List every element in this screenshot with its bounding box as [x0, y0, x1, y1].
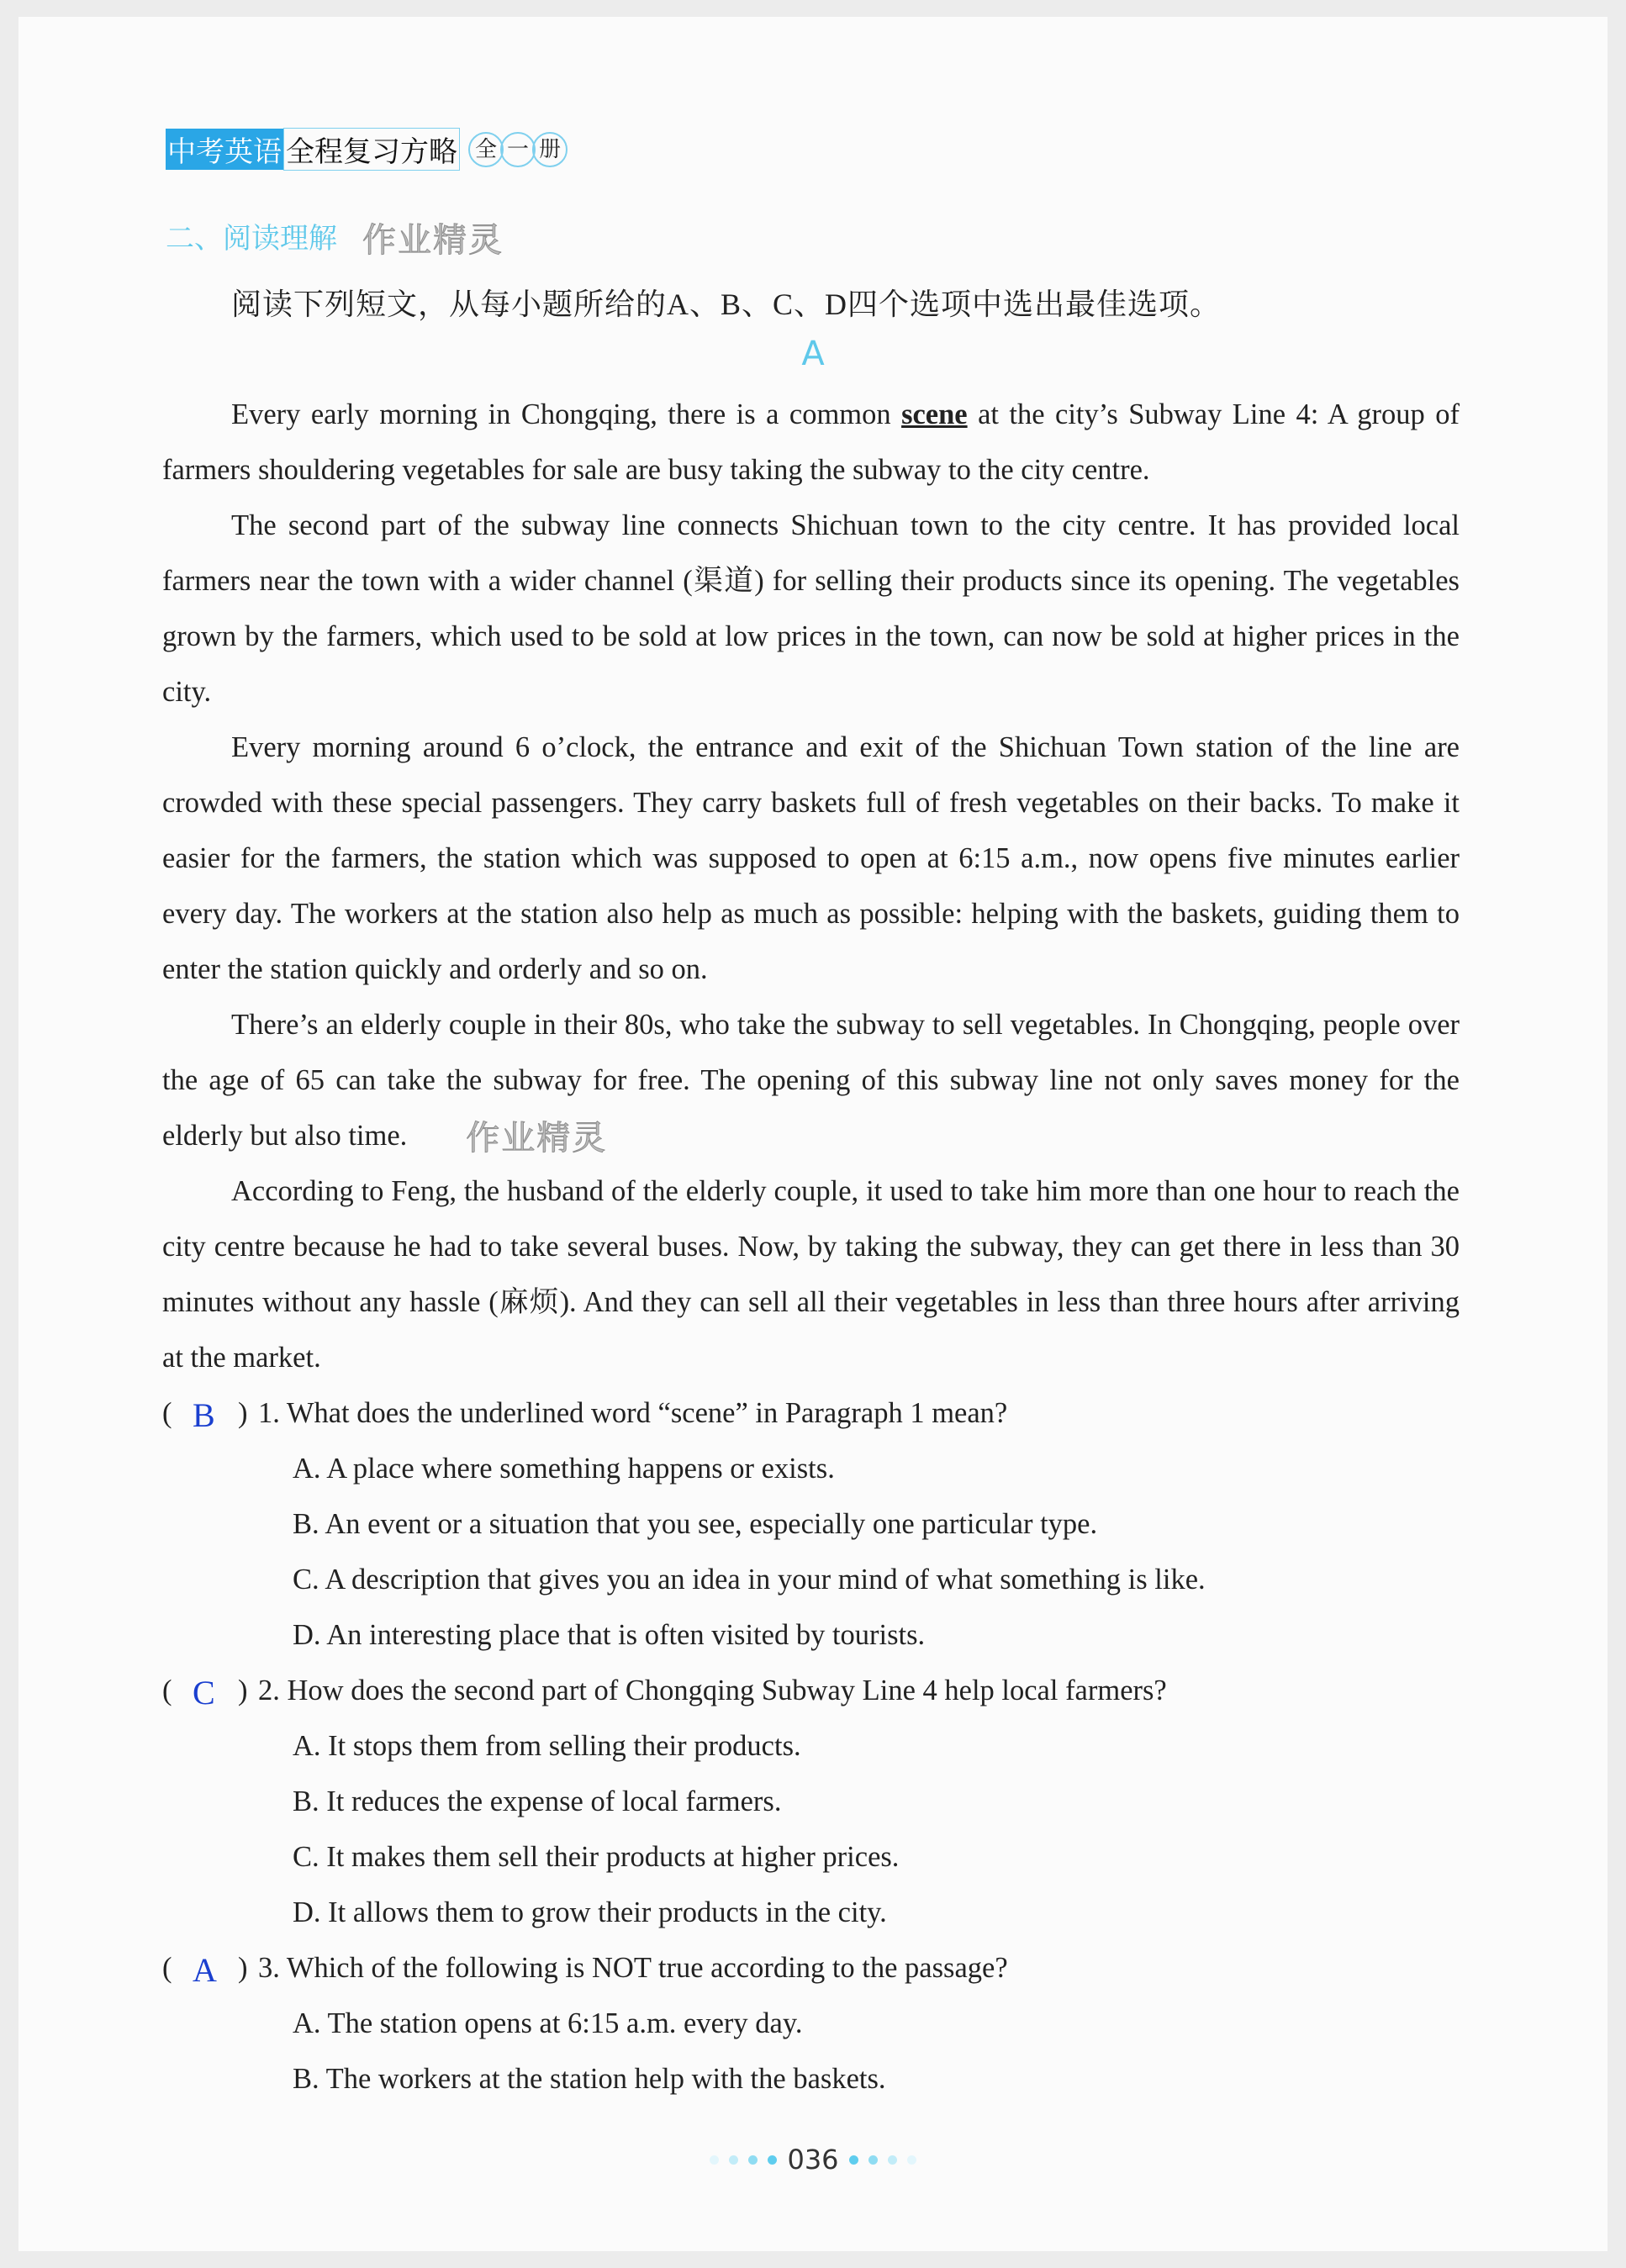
- watermark: 作业精灵: [466, 1119, 608, 1158]
- handwritten-answer: B: [193, 1396, 215, 1434]
- dot-icon: [748, 2155, 758, 2165]
- option: B. It reduces the expense of local farmers.: [293, 1785, 782, 1817]
- handwritten-answer: A: [193, 1951, 217, 1989]
- dot-icon: [849, 2155, 858, 2165]
- book-title: 全程复习方略: [283, 128, 460, 171]
- section-title: 二、阅读理解: [166, 222, 337, 256]
- option: C. It makes them sell their products at higher prices.: [293, 1841, 900, 1873]
- option: A. It stops them from selling their products.: [293, 1730, 801, 1762]
- question-1: ( B ) 1. What does the underlined word “scene” in Paragraph 1 mean? A. A place where something happens or exists. B. An event or a situation that you see, especially one particular type. C. A description that gives you an idea in your mind of what something is like. D. An interesting place that is often visited by tourists.: [162, 1385, 1460, 1663]
- question-text: 2. How does the second part of Chongqing Subway Line 4 help local farmers?: [258, 1675, 1167, 1706]
- volume-char: 全: [468, 132, 504, 167]
- page: [18, 17, 1608, 2251]
- dot-icon: [729, 2155, 738, 2165]
- option: B. The workers at the station help with the baskets.: [293, 2063, 886, 2095]
- question-text: 3. Which of the following is NOT true according to the passage?: [258, 1952, 1008, 1984]
- paragraph: The second part of the subway line connects Shichuan town to the city centre. It has provided local farmers near the town with a wider channel (渠道) for selling their products since its opening. The vegetables grown by the farmers, which used to be sold at low prices in the town, can now be sold at higher prices in the city.: [162, 509, 1460, 708]
- dot-icon: [868, 2155, 878, 2165]
- volume-badge: [472, 132, 568, 167]
- option: B. An event or a situation that you see, especially one particular type.: [293, 1508, 1098, 1540]
- volume-char: 册: [532, 132, 568, 167]
- option: D. An interesting place that is often visited by tourists.: [293, 1619, 926, 1651]
- instruction: 阅读下列短文，从每小题所给的A、B、C、D四个选项中选出最佳选项。: [231, 287, 1222, 321]
- watermark: 作业精灵: [362, 220, 504, 260]
- question-2: ( C ) 2. How does the second part of Chongqing Subway Line 4 help local farmers? A. It stops them from selling their products. B. It reduces the expense of local farmers. C. It makes them sell their products at higher prices. D. It allows them to grow their products in the city.: [162, 1663, 1460, 1940]
- book-header: [166, 128, 568, 171]
- dot-icon: [710, 2155, 719, 2165]
- option: A. A place where something happens or exists.: [293, 1453, 835, 1485]
- question-text: 1. What does the underlined word “scene” in Paragraph 1 mean?: [258, 1397, 1008, 1429]
- passage-title: A: [801, 335, 825, 373]
- dot-icon: [768, 2155, 777, 2165]
- handwritten-answer: C: [193, 1674, 215, 1712]
- series-label: 中考英语: [166, 129, 283, 170]
- passage: [162, 387, 1460, 2107]
- question-3: ( A ) 3. Which of the following is NOT true according to the passage? A. The station opens at 6:15 a.m. every day. B. The workers at the station help with the baskets.: [162, 1940, 1460, 2107]
- underlined-word: scene: [901, 398, 968, 430]
- dot-icon: [888, 2155, 897, 2165]
- option: A. The station opens at 6:15 a.m. every day.: [293, 2007, 803, 2039]
- paragraph: Every early morning in Chongqing, there is a common scene at the city’s Subway Line 4: A group of farmers shouldering vegetables for sale are busy taking the subway to the city centre.: [162, 398, 1460, 486]
- dot-icon: [907, 2155, 916, 2165]
- paragraph: Every morning around 6 o’clock, the entrance and exit of the Shichuan Town station of the line are crowded with these special passengers. They carry baskets full of fresh vegetables on their backs. To make it easier for the farmers, the station which was supposed to open at 6:15 a.m., now opens five minutes earlier every day. The workers at the station also help as much as possible: helping with the baskets, guiding them to enter the station quickly and orderly and so on.: [162, 731, 1460, 985]
- section-heading: [166, 219, 504, 261]
- paragraph: There’s an elderly couple in their 80s, who take the subway to sell vegetables. In Chongqing, people over the age of 65 can take the subway for free. The opening of this subway line not only saves money for the elderly but also time. 作业精灵: [162, 1009, 1460, 1158]
- page-footer: [18, 2144, 1608, 2176]
- paragraph: According to Feng, the husband of the elderly couple, it used to take him more than one hour to reach the city centre because he had to take several buses. Now, by taking the subway, they can get there in less than 30 minutes without any hassle (麻烦). And they can sell all their vegetables in less than three hours after arriving at the market.: [162, 1175, 1460, 1374]
- option: C. A description that gives you an idea in your mind of what something is like.: [293, 1564, 1206, 1596]
- page-number: 036: [787, 2144, 839, 2176]
- option: D. It allows them to grow their products in the city.: [293, 1896, 887, 1928]
- volume-char: 一: [500, 132, 536, 167]
